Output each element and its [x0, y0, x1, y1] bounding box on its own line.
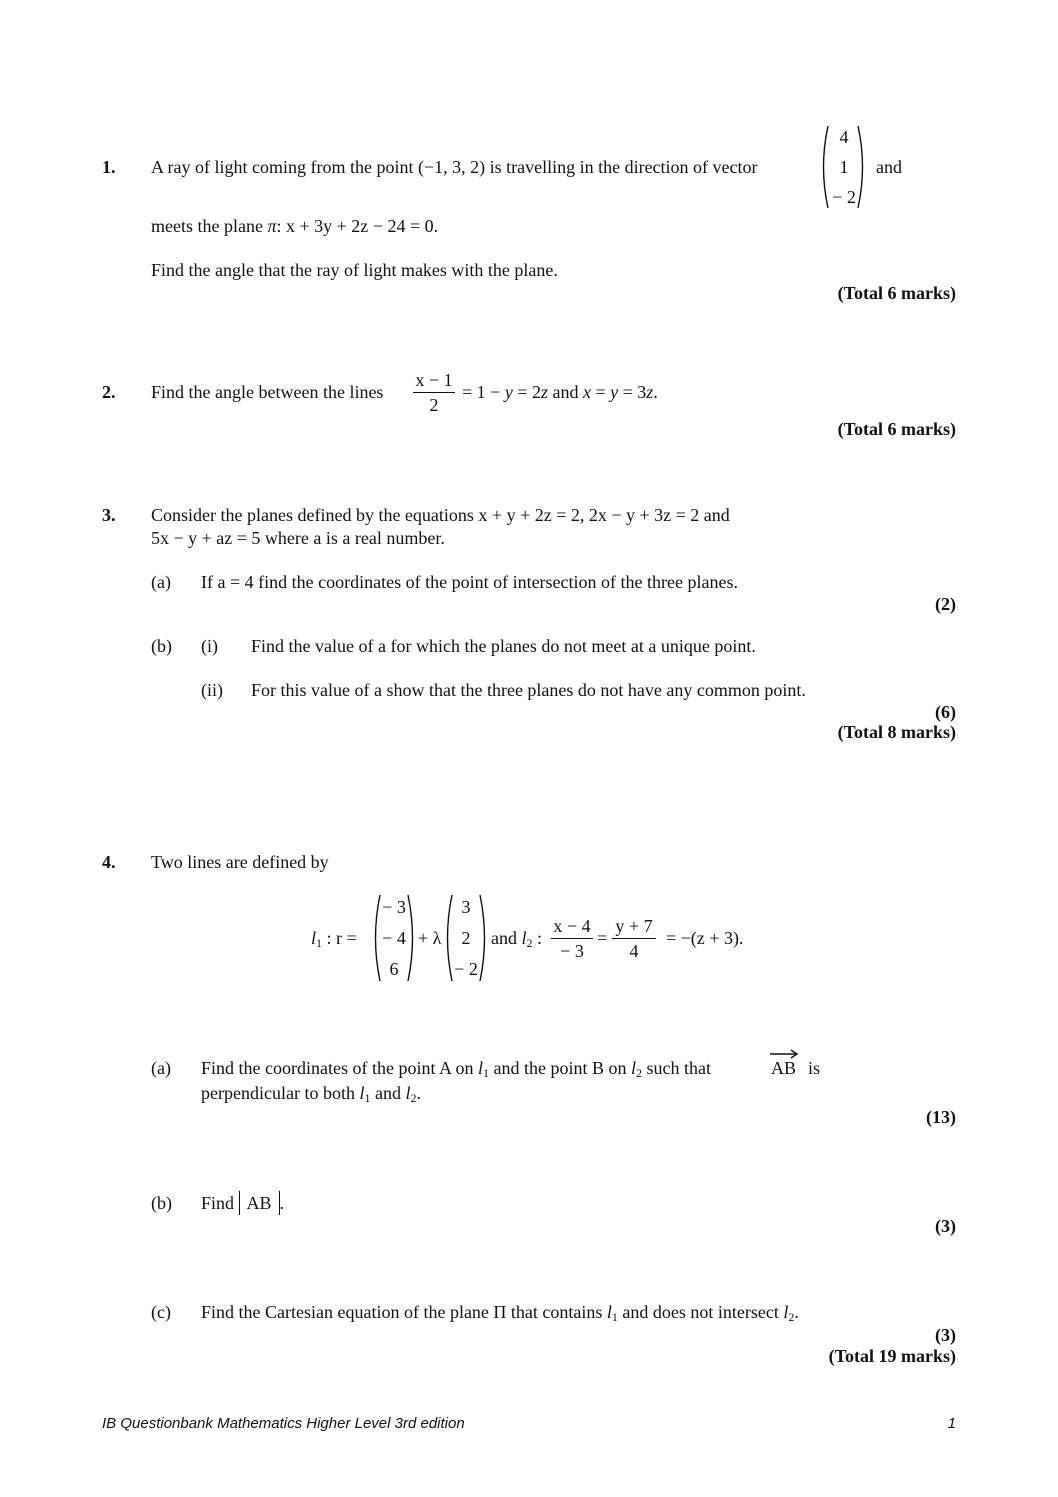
- line-l2-label: [491, 928, 543, 950]
- eq-part: = 2: [512, 382, 541, 402]
- question-4-part-c-label: (c): [151, 1302, 171, 1322]
- fraction-denominator: 2: [429, 395, 439, 415]
- question-1-total-marks: (Total 6 marks): [837, 283, 956, 303]
- question-4-part-a-line-1: Find the coordinates of the point A on $l_1$ and the point B on $l_2$ such that: [201, 1058, 712, 1080]
- plane-equation: : x + 3y + 2z − 24 = 0.: [276, 216, 439, 236]
- eq-part: .: [653, 382, 658, 402]
- question-3-number: 3.: [102, 505, 116, 525]
- question-4-part-a-marks: (13): [926, 1107, 956, 1127]
- vector-entry: 6: [389, 959, 399, 979]
- vector-entry: − 2: [832, 187, 856, 207]
- question-1-and: and: [876, 157, 902, 177]
- question-3-total-marks: (Total 8 marks): [837, 722, 956, 742]
- l2-letter: l: [521, 928, 527, 948]
- question-4-part-c-text: Find the Cartesian equation of the plane Π that contains $l_1$ and does not intersect $l_2$.: [201, 1302, 799, 1324]
- question-4-intro: Two lines are defined by: [151, 852, 329, 872]
- text: Find the Cartesian equation of the plane Π that contains: [201, 1302, 603, 1322]
- vector-entry: 2: [461, 928, 471, 948]
- l2-fraction-1: [551, 917, 593, 960]
- fraction-numerator: y + 7: [615, 916, 653, 936]
- l2-fraction-2: [612, 917, 656, 960]
- vector-entry: 1: [839, 157, 849, 177]
- var-y: y: [504, 382, 513, 402]
- question-4-part-b-marks: (3): [935, 1216, 956, 1236]
- vector-entry: − 2: [454, 959, 478, 979]
- plane-text: meets the plane: [151, 216, 263, 236]
- question-3-line-1: Consider the planes defined by the equations x + y + 2z = 2, 2x − y + 3z = 2 and: [151, 505, 730, 525]
- question-1-text: A ray of light coming from the point (−1, 3, 2) is travelling in the direction of vector: [151, 157, 758, 177]
- question-3-part-b-marks: (6): [935, 702, 956, 722]
- question-4-part-b-label: (b): [151, 1193, 172, 1213]
- question-3-part-b-i-label: (i): [201, 636, 218, 656]
- var-z: z: [646, 382, 654, 402]
- question-2-fraction: [413, 371, 455, 414]
- text: such that: [646, 1058, 712, 1078]
- vector-entry: 4: [839, 127, 849, 147]
- text: .: [794, 1302, 799, 1322]
- text: Find the coordinates of the point A on: [201, 1058, 474, 1078]
- text: and does not intersect: [622, 1302, 779, 1322]
- question-3-part-a-marks: (2): [935, 594, 956, 614]
- l1-letter: l: [311, 928, 317, 948]
- pi-symbol: π: [267, 216, 277, 236]
- l1-subscript: 1: [316, 936, 323, 950]
- question-1-plane-line: [151, 217, 438, 235]
- question-2-text: Find the angle between the lines: [151, 382, 384, 402]
- l2-equals: =: [597, 928, 608, 948]
- question-4-number: 4.: [102, 852, 116, 872]
- text: and: [374, 1083, 401, 1103]
- question-1-task: Find the angle that the ray of light makes with the plane.: [151, 260, 558, 280]
- var-y: y: [610, 382, 619, 402]
- question-4-part-a-line-2: perpendicular to both $l_1$ and $l_2$.: [201, 1083, 421, 1105]
- question-4-part-b-text: [201, 1194, 284, 1215]
- question-3-part-b-i-text: Find the value of a for which the planes do not meet at a unique point.: [251, 636, 756, 656]
- l2-subscript: 2: [526, 936, 533, 950]
- plus-lambda: + λ: [418, 928, 442, 948]
- question-4-part-c-marks: (3): [935, 1325, 956, 1345]
- question-4-total-marks: (Total 19 marks): [828, 1346, 956, 1366]
- question-1-number: 1.: [102, 157, 116, 177]
- line-l1-label: [311, 928, 357, 950]
- question-2-total-marks: (Total 6 marks): [837, 419, 956, 439]
- question-3-part-b-ii-text: For this value of a show that the three planes do not have any common point.: [251, 680, 806, 700]
- l2-colon: :: [537, 928, 543, 948]
- question-4-part-a-label: (a): [151, 1058, 171, 1078]
- var-z: z: [540, 382, 548, 402]
- page-number: 1: [947, 1415, 956, 1432]
- question-4-part-a-is: is: [808, 1058, 821, 1078]
- l1-equals: : r =: [326, 928, 357, 948]
- text: .: [416, 1083, 421, 1103]
- vector-2: [450, 898, 482, 978]
- vector-entry: − 3: [382, 897, 406, 917]
- fraction-denominator: − 3: [560, 941, 584, 961]
- eq-part: =: [590, 382, 611, 402]
- footer-title: IB Questionbank Mathematics Higher Level 3rd edition: [102, 1415, 465, 1432]
- text: .: [279, 1193, 285, 1213]
- var-x: x: [582, 382, 591, 402]
- question-3-part-a-text: If a = 4 find the coordinates of the point of intersection of the three planes.: [201, 572, 738, 592]
- text: and the point B on: [493, 1058, 627, 1078]
- magnitude-ab: AB: [239, 1191, 280, 1215]
- question-3-line-2: 5x − y + az = 5 where a is a real number.: [151, 528, 445, 548]
- question-1-direction-vector: [828, 128, 860, 206]
- eq-part: = 1 −: [462, 382, 505, 402]
- l2-tail: = −(z + 3).: [666, 928, 744, 948]
- vector-1: [378, 898, 410, 978]
- question-2-number: 2.: [102, 382, 116, 402]
- and-text: and: [491, 928, 517, 948]
- fraction-denominator: 4: [629, 941, 639, 961]
- vector-ab: AB: [771, 1058, 797, 1078]
- question-3-part-a-label: (a): [151, 572, 171, 592]
- question-2-equation: [462, 383, 658, 401]
- text: Find: [201, 1193, 235, 1213]
- question-3-part-b-ii-label: (ii): [201, 680, 223, 700]
- fraction-numerator: x − 4: [553, 916, 591, 936]
- question-3-part-b-label: (b): [151, 636, 172, 656]
- eq-part: = 3: [618, 382, 647, 402]
- vector-entry: − 4: [382, 928, 406, 948]
- fraction-numerator: x − 1: [415, 370, 453, 390]
- vector-entry: 3: [461, 897, 471, 917]
- eq-part: and: [547, 382, 583, 402]
- text: perpendicular to both: [201, 1083, 355, 1103]
